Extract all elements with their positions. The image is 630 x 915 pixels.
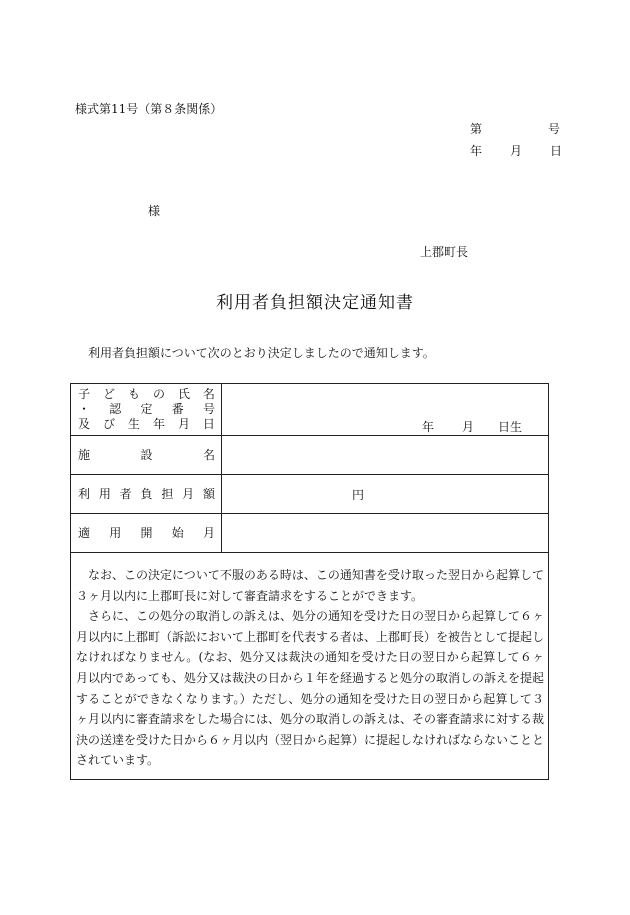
note-paragraph-2: さらに、この処分の取消しの訴えは、処分の通知を受けた日の翌日から起算して６ヶ月以内に上郡町（訴訟において上郡町を代表する者は、上郡町長）を被告として提起しなければなりません。(なお、処分又は裁決の通知を受けた日の翌日から起算して６ヶ月以内であっても、処分又は裁決の日から１年を経過すると処分の取消しの訴えを提起することができなくなります。）ただし、処分の通知を受けた日の翌日から起算して３ヶ月以内に審査請求をした場合には、処分の取消しの訴えは、その審査請求に対する裁決の送達を受けた日から６ヶ月以内（翌日から起算）に提起しなければならないこととされています。	[76, 609, 545, 768]
value-monthly-fee[interactable]	[222, 475, 549, 514]
label-facility: 施 設 名	[71, 436, 222, 475]
value-facility[interactable]	[222, 436, 549, 475]
document-number-block	[470, 121, 563, 165]
label-line-3: 及 び 生 年 月 日	[78, 417, 215, 431]
yen-unit: 円	[352, 487, 365, 502]
document-title: 利用者負担額決定通知書	[216, 293, 414, 313]
birth-date	[222, 384, 548, 435]
form-number: 様式第11号（第８条関係）	[75, 102, 223, 116]
value-child-info[interactable]	[222, 384, 549, 436]
label-line-2: ・ 認 定 番 号	[78, 402, 215, 416]
label-start-month: 適 用 開 始 月	[71, 514, 222, 553]
number-prefix: 第	[470, 122, 483, 136]
table-row-start-month	[71, 514, 549, 553]
table-row-facility	[71, 436, 549, 475]
issuer: 上郡町長	[420, 245, 469, 259]
number-suffix: 号	[547, 122, 560, 136]
issue-date	[470, 143, 563, 165]
table-row-notes	[71, 553, 549, 780]
label-child-info	[71, 384, 222, 436]
birth-year: 年	[422, 420, 435, 434]
notice-table	[70, 383, 549, 780]
note-paragraph-1: なお、この決定について不服のある時は、この通知書を受け取った翌日から起算して３ヶ月以内に上郡町長に対して審査請求をすることができます。	[76, 568, 544, 603]
date-day: 日	[550, 144, 563, 158]
value-start-month[interactable]	[222, 514, 549, 553]
intro-text: 利用者負担額について次のとおり決定しましたので通知します。	[88, 346, 435, 360]
document-number	[470, 121, 560, 143]
table-row-monthly-fee	[71, 475, 549, 514]
date-month: 月	[510, 144, 523, 158]
addressee: 様	[148, 204, 161, 218]
birth-month: 月	[462, 420, 475, 434]
table-row-child-info	[71, 384, 549, 436]
label-monthly-fee: 利 用 者 負 担 月 額	[71, 475, 222, 514]
date-year: 年	[470, 144, 483, 158]
notes-cell	[71, 553, 549, 780]
birth-day: 日生	[498, 420, 523, 434]
label-line-1: 子 ど も の 氏 名	[78, 387, 215, 401]
notes	[71, 561, 548, 771]
